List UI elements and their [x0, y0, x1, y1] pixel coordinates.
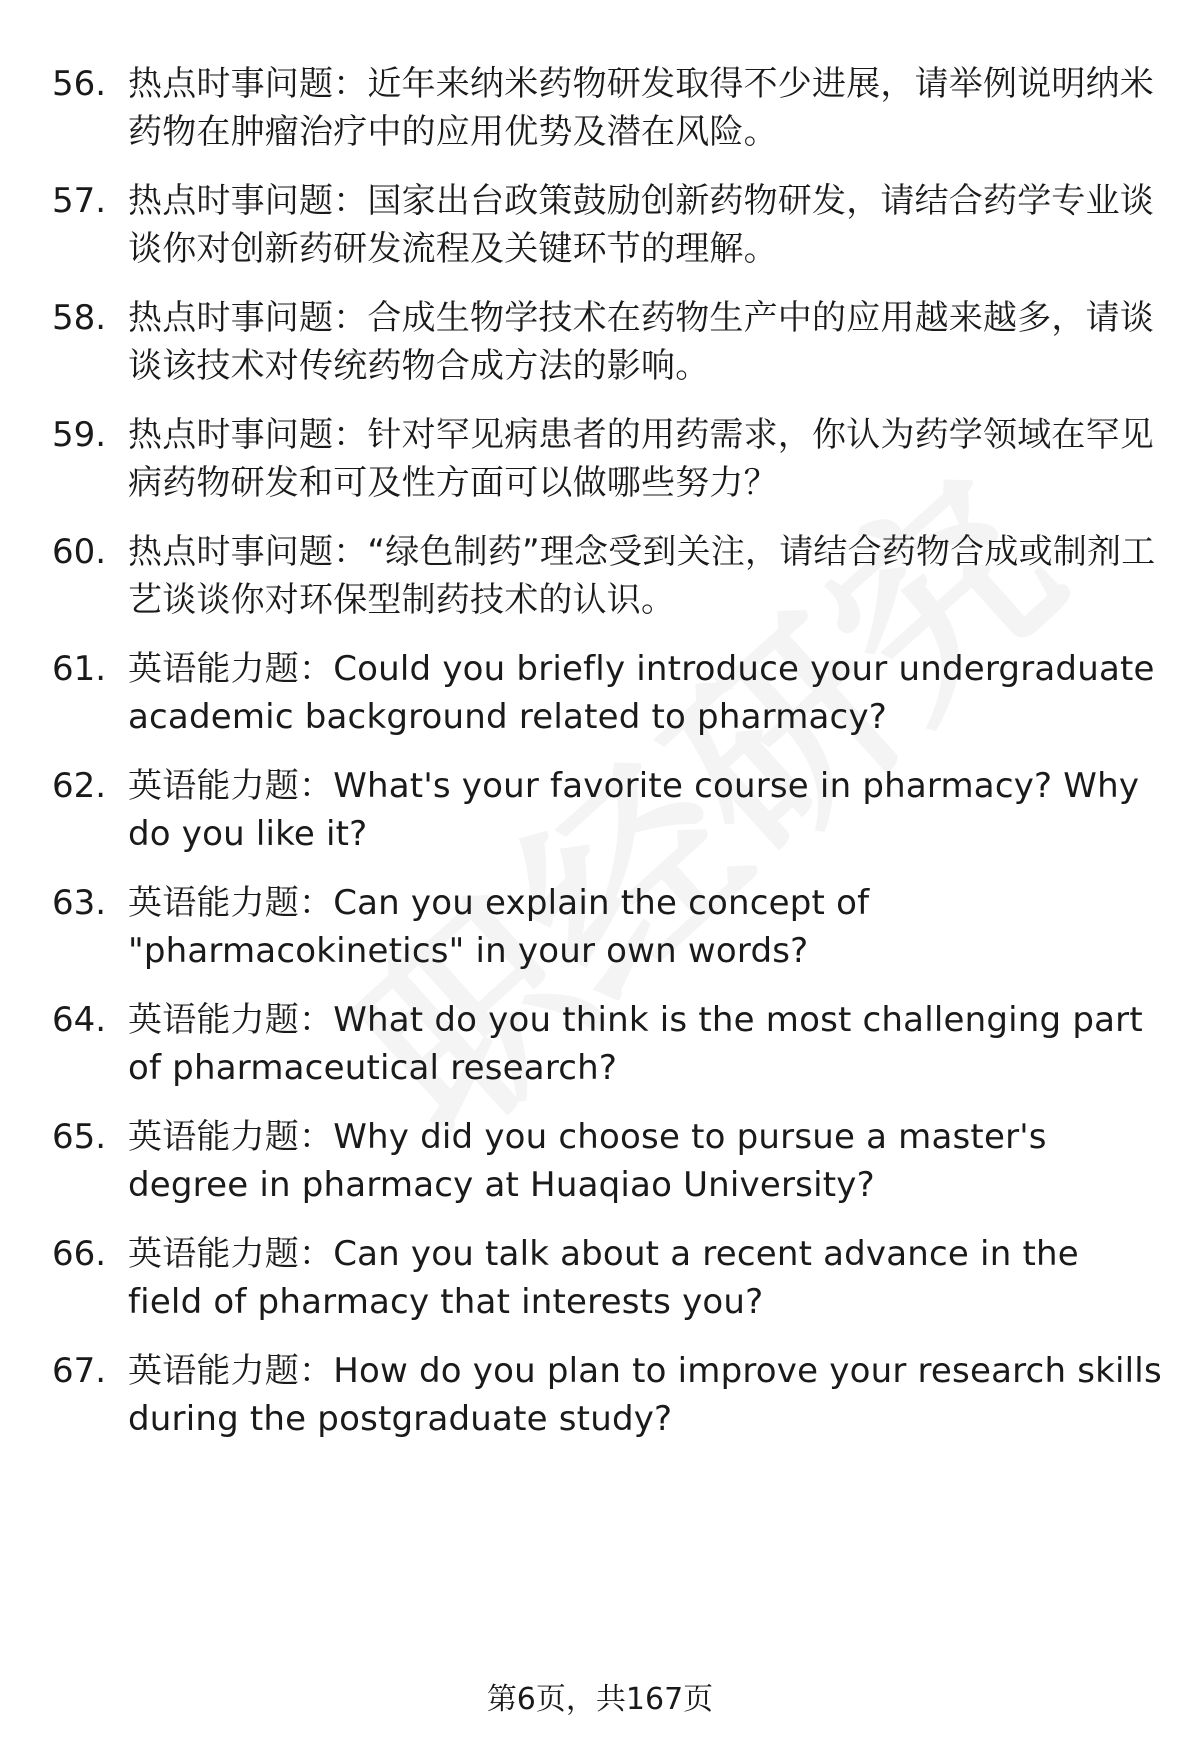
question-text: 英语能力题：Could you briefly introduce your undergraduate academic background related to pharmacy? — [128, 649, 1155, 737]
question-item — [52, 60, 1162, 156]
question-number: 63. — [52, 883, 107, 923]
question-text: 英语能力题：How do you plan to improve your research skills during the postgraduate study? — [128, 1351, 1162, 1439]
question-number: 56. — [52, 64, 107, 104]
question-text: 英语能力题：What do you think is the most challenging part of pharmaceutical research? — [128, 1000, 1143, 1088]
question-item — [52, 294, 1162, 390]
question-text: 热点时事问题：“绿色制药”理念受到关注，请结合药物合成或制剂工艺谈谈你对环保型制药技术的认识。 — [128, 532, 1156, 620]
question-number: 57. — [52, 181, 107, 221]
question-text: 热点时事问题：国家出台政策鼓励创新药物研发，请结合药学专业谈谈你对创新药研发流程及关键环节的理解。 — [128, 181, 1154, 269]
question-item — [52, 645, 1162, 741]
question-number: 64. — [52, 1000, 107, 1040]
question-item — [52, 411, 1162, 507]
question-text: 英语能力题：Can you explain the concept of "pharmacokinetics" in your own words? — [128, 883, 870, 971]
question-item — [52, 762, 1162, 858]
question-number: 60. — [52, 532, 107, 572]
question-item — [52, 1230, 1162, 1326]
question-item — [52, 177, 1162, 273]
question-item — [52, 1347, 1162, 1443]
question-text: 热点时事问题：针对罕见病患者的用药需求，你认为药学领域在罕见病药物研发和可及性方面可以做哪些努力？ — [128, 415, 1154, 503]
question-text: 英语能力题：Can you talk about a recent advance in the field of pharmacy that interests you? — [128, 1234, 1079, 1322]
question-number: 61. — [52, 649, 107, 689]
question-item — [52, 996, 1162, 1092]
question-text: 英语能力题：What's your favorite course in pharmacy? Why do you like it? — [128, 766, 1140, 854]
question-number: 58. — [52, 298, 107, 338]
question-text: 热点时事问题：合成生物学技术在药物生产中的应用越来越多，请谈谈该技术对传统药物合成方法的影响。 — [128, 298, 1154, 386]
question-number: 67. — [52, 1351, 107, 1391]
question-item — [52, 528, 1162, 624]
question-number: 62. — [52, 766, 107, 806]
question-item — [52, 879, 1162, 975]
question-text: 英语能力题：Why did you choose to pursue a master's degree in pharmacy at Huaqiao University? — [128, 1117, 1047, 1205]
page-number: 第6页，共167页 — [486, 1682, 714, 1717]
question-item — [52, 1113, 1162, 1209]
question-text: 热点时事问题：近年来纳米药物研发取得不少进展，请举例说明纳米药物在肿瘤治疗中的应用优势及潜在风险。 — [128, 64, 1154, 152]
question-number: 65. — [52, 1117, 107, 1157]
question-number: 59. — [52, 415, 107, 455]
question-list — [52, 60, 1162, 1464]
question-number: 66. — [52, 1234, 107, 1274]
